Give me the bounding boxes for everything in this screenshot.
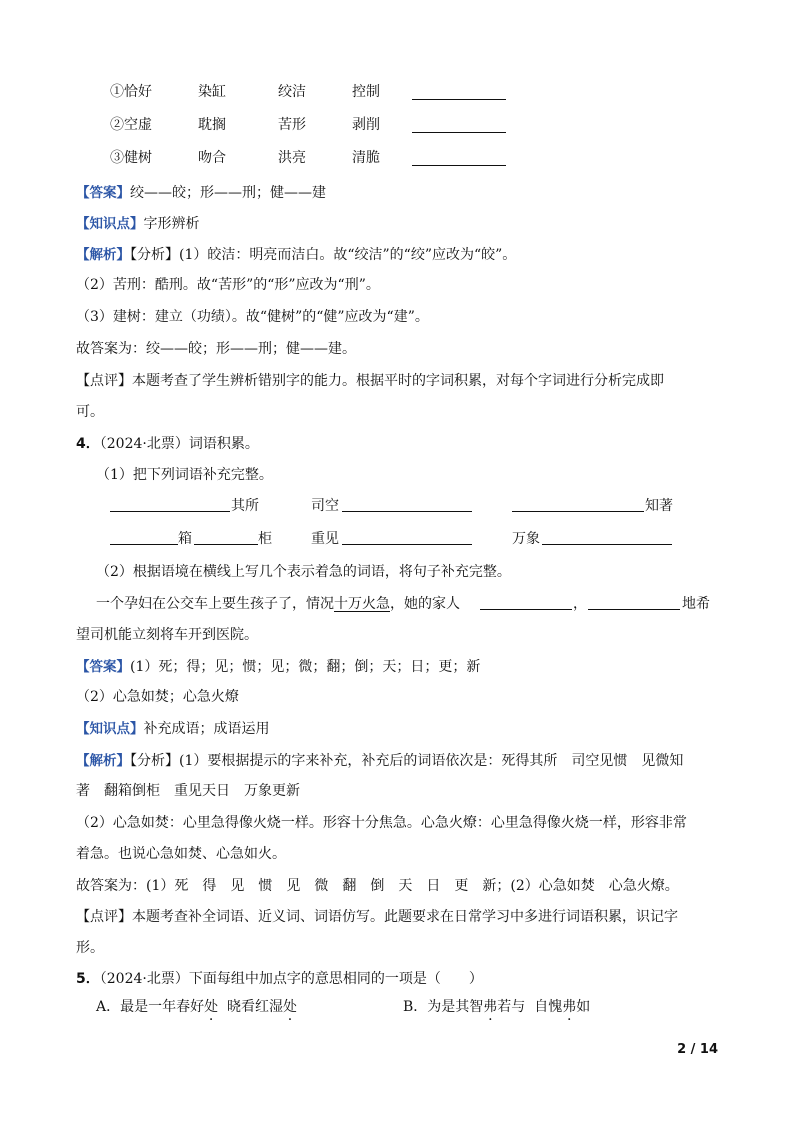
q3-row3-c: 清脆 (352, 150, 380, 166)
option-text: 如 (576, 999, 591, 1015)
q3-analysis-1 (76, 243, 516, 264)
q5-title-text: （2024·北票）下面每组中加点字的意思相同的一项是（ ） (99, 971, 483, 987)
q4-analysis-5: 故答案为：(1）死 得 见 惯 见 微 翻 倒 天 日 更 新；(2）心急如焚 心急火燎。 (76, 878, 679, 894)
kp-text: 字形辨析 (143, 216, 200, 232)
fill-blank-2[interactable] (342, 511, 472, 512)
q3-row2-blank[interactable] (412, 132, 506, 133)
q3-answer (76, 181, 326, 202)
dotted-char: 弗 (483, 999, 498, 1015)
fill-word-7: 万象 (512, 531, 540, 547)
q3-row1-b: 绞洁 (278, 84, 306, 100)
q4-answer (76, 655, 480, 676)
sentence-part-d: 地希 (682, 596, 710, 612)
q4-review-2: 形。 (76, 940, 104, 956)
q4-analysis-3: （2）心急如焚：心里急得像火烧一样。形容十分焦急。心急火燎：心里急得像火烧一样，形容非常 (76, 815, 687, 831)
q4-title (76, 433, 259, 453)
q3-row3-a: 吻合 (198, 150, 226, 166)
answer-tag: 【答案】 (76, 185, 130, 201)
dotted-char: 处 (283, 999, 298, 1015)
q3-row3-n: ③健树 (110, 150, 152, 166)
q4-answer-2: （2）心急如焚；心急火燎 (76, 689, 239, 705)
dotted-char: 处 (204, 999, 219, 1015)
analysis-tag: 【解析】 (76, 247, 130, 263)
option-label: B． (403, 999, 428, 1015)
option-text: 若与 自愧 (497, 999, 563, 1015)
answer-text: (1）死；得；见；惯；见；微；翻；倒；天；日；更；新 (130, 659, 481, 675)
q3-review-2: 可。 (76, 404, 104, 420)
fill-blank-1[interactable] (110, 511, 230, 512)
fill-word-5: 柜 (258, 531, 272, 547)
q4-analysis-1 (76, 749, 683, 770)
fill-word-4: 箱 (178, 531, 192, 547)
q3-row3-b: 洪亮 (278, 150, 306, 166)
q4-sentence-2: 望司机能立刻将车开到医院。 (76, 627, 258, 643)
sentence-part-a: 一个孕妇在公交车上要生孩子了，情况 (96, 596, 334, 612)
option-text: 晓看红湿 (218, 999, 284, 1015)
q3-review-1: 【点评】本题考查了学生辨析错别字的能力。根据平时的字词积累，对每个字词进行分析完成即 (76, 373, 664, 389)
option-text: 最是一年春好 (120, 999, 205, 1015)
sentence-part-b: ，她的家人 (390, 596, 460, 612)
q3-analysis-4: 故答案为：绞——皎；形——刑；健——建。 (76, 341, 356, 357)
fill-word-6: 重见 (311, 531, 339, 547)
page-number: 2 / 14 (677, 1042, 718, 1057)
fill-blank-6[interactable] (342, 544, 472, 545)
q3-row1-n: ①恰好 (110, 84, 152, 100)
fill-word-1: 其所 (231, 498, 259, 514)
fill-blank-4[interactable] (110, 544, 178, 545)
q3-row2-a: 耽搁 (198, 117, 226, 133)
analysis-text: 【分析】(1）要根据提示的字来补充，补充后的词语依次是：死得其所 司空见惯 见微知 (130, 753, 684, 769)
q5-option-a[interactable] (96, 996, 297, 1016)
answer-tag: 【答案】 (76, 659, 130, 675)
kp-tag: 【知识点】 (76, 216, 144, 232)
q4-knowledge (76, 717, 270, 738)
q5-title (76, 968, 483, 988)
fill-word-3: 知著 (645, 498, 673, 514)
option-text: 为是其智 (427, 999, 484, 1015)
q3-row1-blank[interactable] (412, 99, 506, 100)
fill-word-2: 司空 (311, 498, 339, 514)
kp-tag: 【知识点】 (76, 721, 144, 737)
sentence-underlined: 十万火急 (334, 596, 390, 612)
analysis-tag: 【解析】 (76, 753, 130, 769)
kp-text: 补充成语；成语运用 (143, 721, 270, 737)
q4-sub2: （2）根据语境在横线上写几个表示着急的词语，将句子补充完整。 (96, 564, 511, 580)
option-label: A． (96, 999, 121, 1015)
q4-title-text: （2024·北票）词语积累。 (99, 436, 259, 452)
dotted-char: 弗 (562, 999, 577, 1015)
q4-sentence (96, 593, 460, 613)
fill-blank-3[interactable] (512, 511, 644, 512)
sentence-blank-1[interactable] (480, 609, 572, 610)
q3-analysis-3: （3）建树：建立（功绩）。故“健树”的“健”应改为“建”。 (76, 309, 429, 325)
q4-number: 4． (76, 436, 100, 452)
q3-row2-b: 苦形 (278, 117, 306, 133)
q3-knowledge (76, 212, 200, 233)
q3-row3-blank[interactable] (412, 165, 506, 166)
q5-option-b[interactable] (403, 996, 590, 1016)
fill-blank-5[interactable] (194, 544, 258, 545)
q4-analysis-2: 著 翻箱倒柜 重见天日 万象更新 (76, 783, 300, 799)
q4-analysis-4: 着急。也说心急如焚、心急如火。 (76, 846, 286, 862)
fill-blank-7[interactable] (542, 544, 672, 545)
q4-review-1: 【点评】本题考查补全词语、近义词、词语仿写。此题要求在日常学习中多进行词语积累，识记字 (76, 909, 678, 925)
answer-text: 绞——皎；形——刑；健——建 (130, 185, 326, 201)
q3-row1-c: 控制 (352, 84, 380, 100)
analysis-text: 【分析】(1）皎洁：明亮而洁白。故“绞洁”的“绞”应改为“皎”。 (130, 247, 517, 263)
sentence-comma: ， (573, 596, 587, 612)
q3-analysis-2: （2）苦刑：酷刑。故“苦形”的“形”应改为“刑”。 (76, 277, 380, 293)
sentence-blank-2[interactable] (588, 609, 680, 610)
q5-number: 5． (76, 971, 100, 987)
q3-row1-a: 染缸 (198, 84, 226, 100)
q3-row2-c: 剥削 (352, 117, 380, 133)
q3-row2-n: ②空虚 (110, 117, 152, 133)
q4-sub1: （1）把下列词语补充完整。 (96, 467, 273, 483)
